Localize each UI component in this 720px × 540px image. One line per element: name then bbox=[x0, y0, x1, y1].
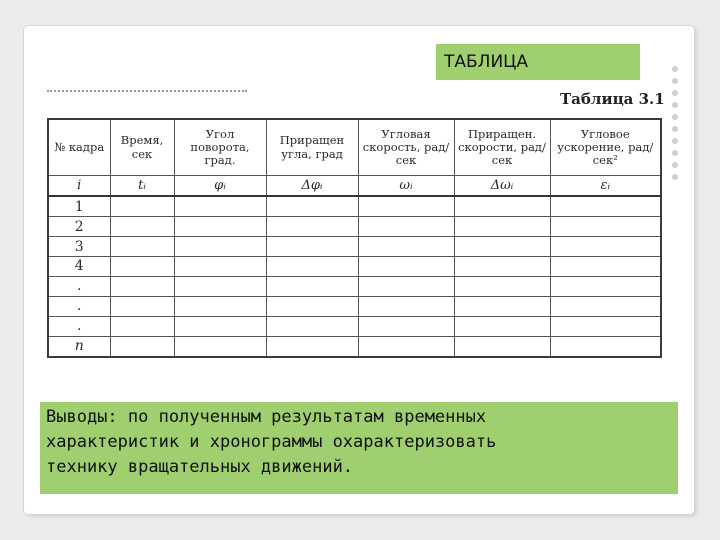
table-cell bbox=[454, 257, 550, 277]
table-cell bbox=[266, 336, 358, 357]
table-cell bbox=[358, 217, 454, 237]
data-table bbox=[47, 118, 662, 358]
table-header-row bbox=[48, 119, 661, 176]
header-time: Время, сек bbox=[110, 119, 174, 176]
row-number: 3 bbox=[48, 237, 110, 257]
table-cell bbox=[266, 257, 358, 277]
row-number: n bbox=[48, 336, 110, 357]
table-cell bbox=[454, 196, 550, 217]
table-cell bbox=[550, 336, 661, 357]
table-cell bbox=[358, 336, 454, 357]
table-cell bbox=[110, 217, 174, 237]
table-row bbox=[48, 217, 661, 237]
table-cell bbox=[174, 296, 266, 316]
table-symbol-row bbox=[48, 176, 661, 197]
header-velocity-increment: Приращен. скорости, рад/сек bbox=[454, 119, 550, 176]
table-cell bbox=[266, 237, 358, 257]
header-rotation-angle: Угол поворота, град. bbox=[174, 119, 266, 176]
table-cell bbox=[358, 196, 454, 217]
table-cell bbox=[174, 237, 266, 257]
table-cell bbox=[550, 196, 661, 217]
scan-header-line bbox=[47, 82, 247, 92]
table-cell bbox=[174, 217, 266, 237]
table-cell bbox=[110, 276, 174, 296]
table-row bbox=[48, 316, 661, 336]
table-cell bbox=[358, 257, 454, 277]
table-cell bbox=[110, 336, 174, 357]
table-caption: Таблица 3.1 bbox=[560, 90, 665, 108]
table-cell bbox=[454, 296, 550, 316]
table-cell bbox=[454, 276, 550, 296]
table-row bbox=[48, 237, 661, 257]
table-cell bbox=[266, 316, 358, 336]
table-row bbox=[48, 296, 661, 316]
table-cell bbox=[358, 276, 454, 296]
slide-title: ТАБЛИЦА bbox=[436, 44, 640, 80]
table-cell bbox=[550, 217, 661, 237]
table-cell bbox=[110, 196, 174, 217]
row-number: 1 bbox=[48, 196, 110, 217]
symbol-cell: εᵢ bbox=[550, 176, 661, 197]
table-cell bbox=[174, 196, 266, 217]
table-cell bbox=[110, 316, 174, 336]
table-cell bbox=[174, 257, 266, 277]
table-row bbox=[48, 257, 661, 277]
table-cell bbox=[266, 217, 358, 237]
symbol-cell: tᵢ bbox=[110, 176, 174, 197]
table-cell bbox=[266, 276, 358, 296]
conclusion-text: Выводы: по полученным результатам временных характеристик и хронограммы охарактеризовать технику вращательных движений. bbox=[40, 402, 678, 494]
symbol-cell: ωᵢ bbox=[358, 176, 454, 197]
symbol-cell: Δφᵢ bbox=[266, 176, 358, 197]
table-cell bbox=[110, 257, 174, 277]
table-cell bbox=[358, 296, 454, 316]
header-frame-number: № кадра bbox=[48, 119, 110, 176]
table-cell bbox=[454, 217, 550, 237]
table-cell bbox=[550, 257, 661, 277]
symbol-cell: φᵢ bbox=[174, 176, 266, 197]
symbol-cell: i bbox=[48, 176, 110, 197]
table-cell bbox=[550, 276, 661, 296]
row-number: 4 bbox=[48, 257, 110, 277]
row-number: . bbox=[48, 296, 110, 316]
row-number: 2 bbox=[48, 217, 110, 237]
table-row bbox=[48, 336, 661, 357]
symbol-cell: Δωᵢ bbox=[454, 176, 550, 197]
table-cell bbox=[454, 316, 550, 336]
table-cell bbox=[266, 296, 358, 316]
table-cell bbox=[266, 196, 358, 217]
table-row bbox=[48, 276, 661, 296]
table-cell bbox=[174, 336, 266, 357]
row-number: . bbox=[48, 276, 110, 296]
table-cell bbox=[110, 296, 174, 316]
table-cell bbox=[454, 237, 550, 257]
table-cell bbox=[358, 237, 454, 257]
table-cell bbox=[174, 316, 266, 336]
row-number: . bbox=[48, 316, 110, 336]
header-angular-velocity: Угловая скорость, рад/сек bbox=[358, 119, 454, 176]
header-angle-increment: Приращен угла, град bbox=[266, 119, 358, 176]
slide-decoration-dots bbox=[672, 66, 680, 180]
table-cell bbox=[550, 237, 661, 257]
table-cell bbox=[550, 296, 661, 316]
table-cell bbox=[174, 276, 266, 296]
header-angular-acceleration: Угловое ускорение, рад/сек² bbox=[550, 119, 661, 176]
table-cell bbox=[454, 336, 550, 357]
table-cell bbox=[358, 316, 454, 336]
table-row bbox=[48, 196, 661, 217]
table-cell bbox=[110, 237, 174, 257]
table-cell bbox=[550, 316, 661, 336]
